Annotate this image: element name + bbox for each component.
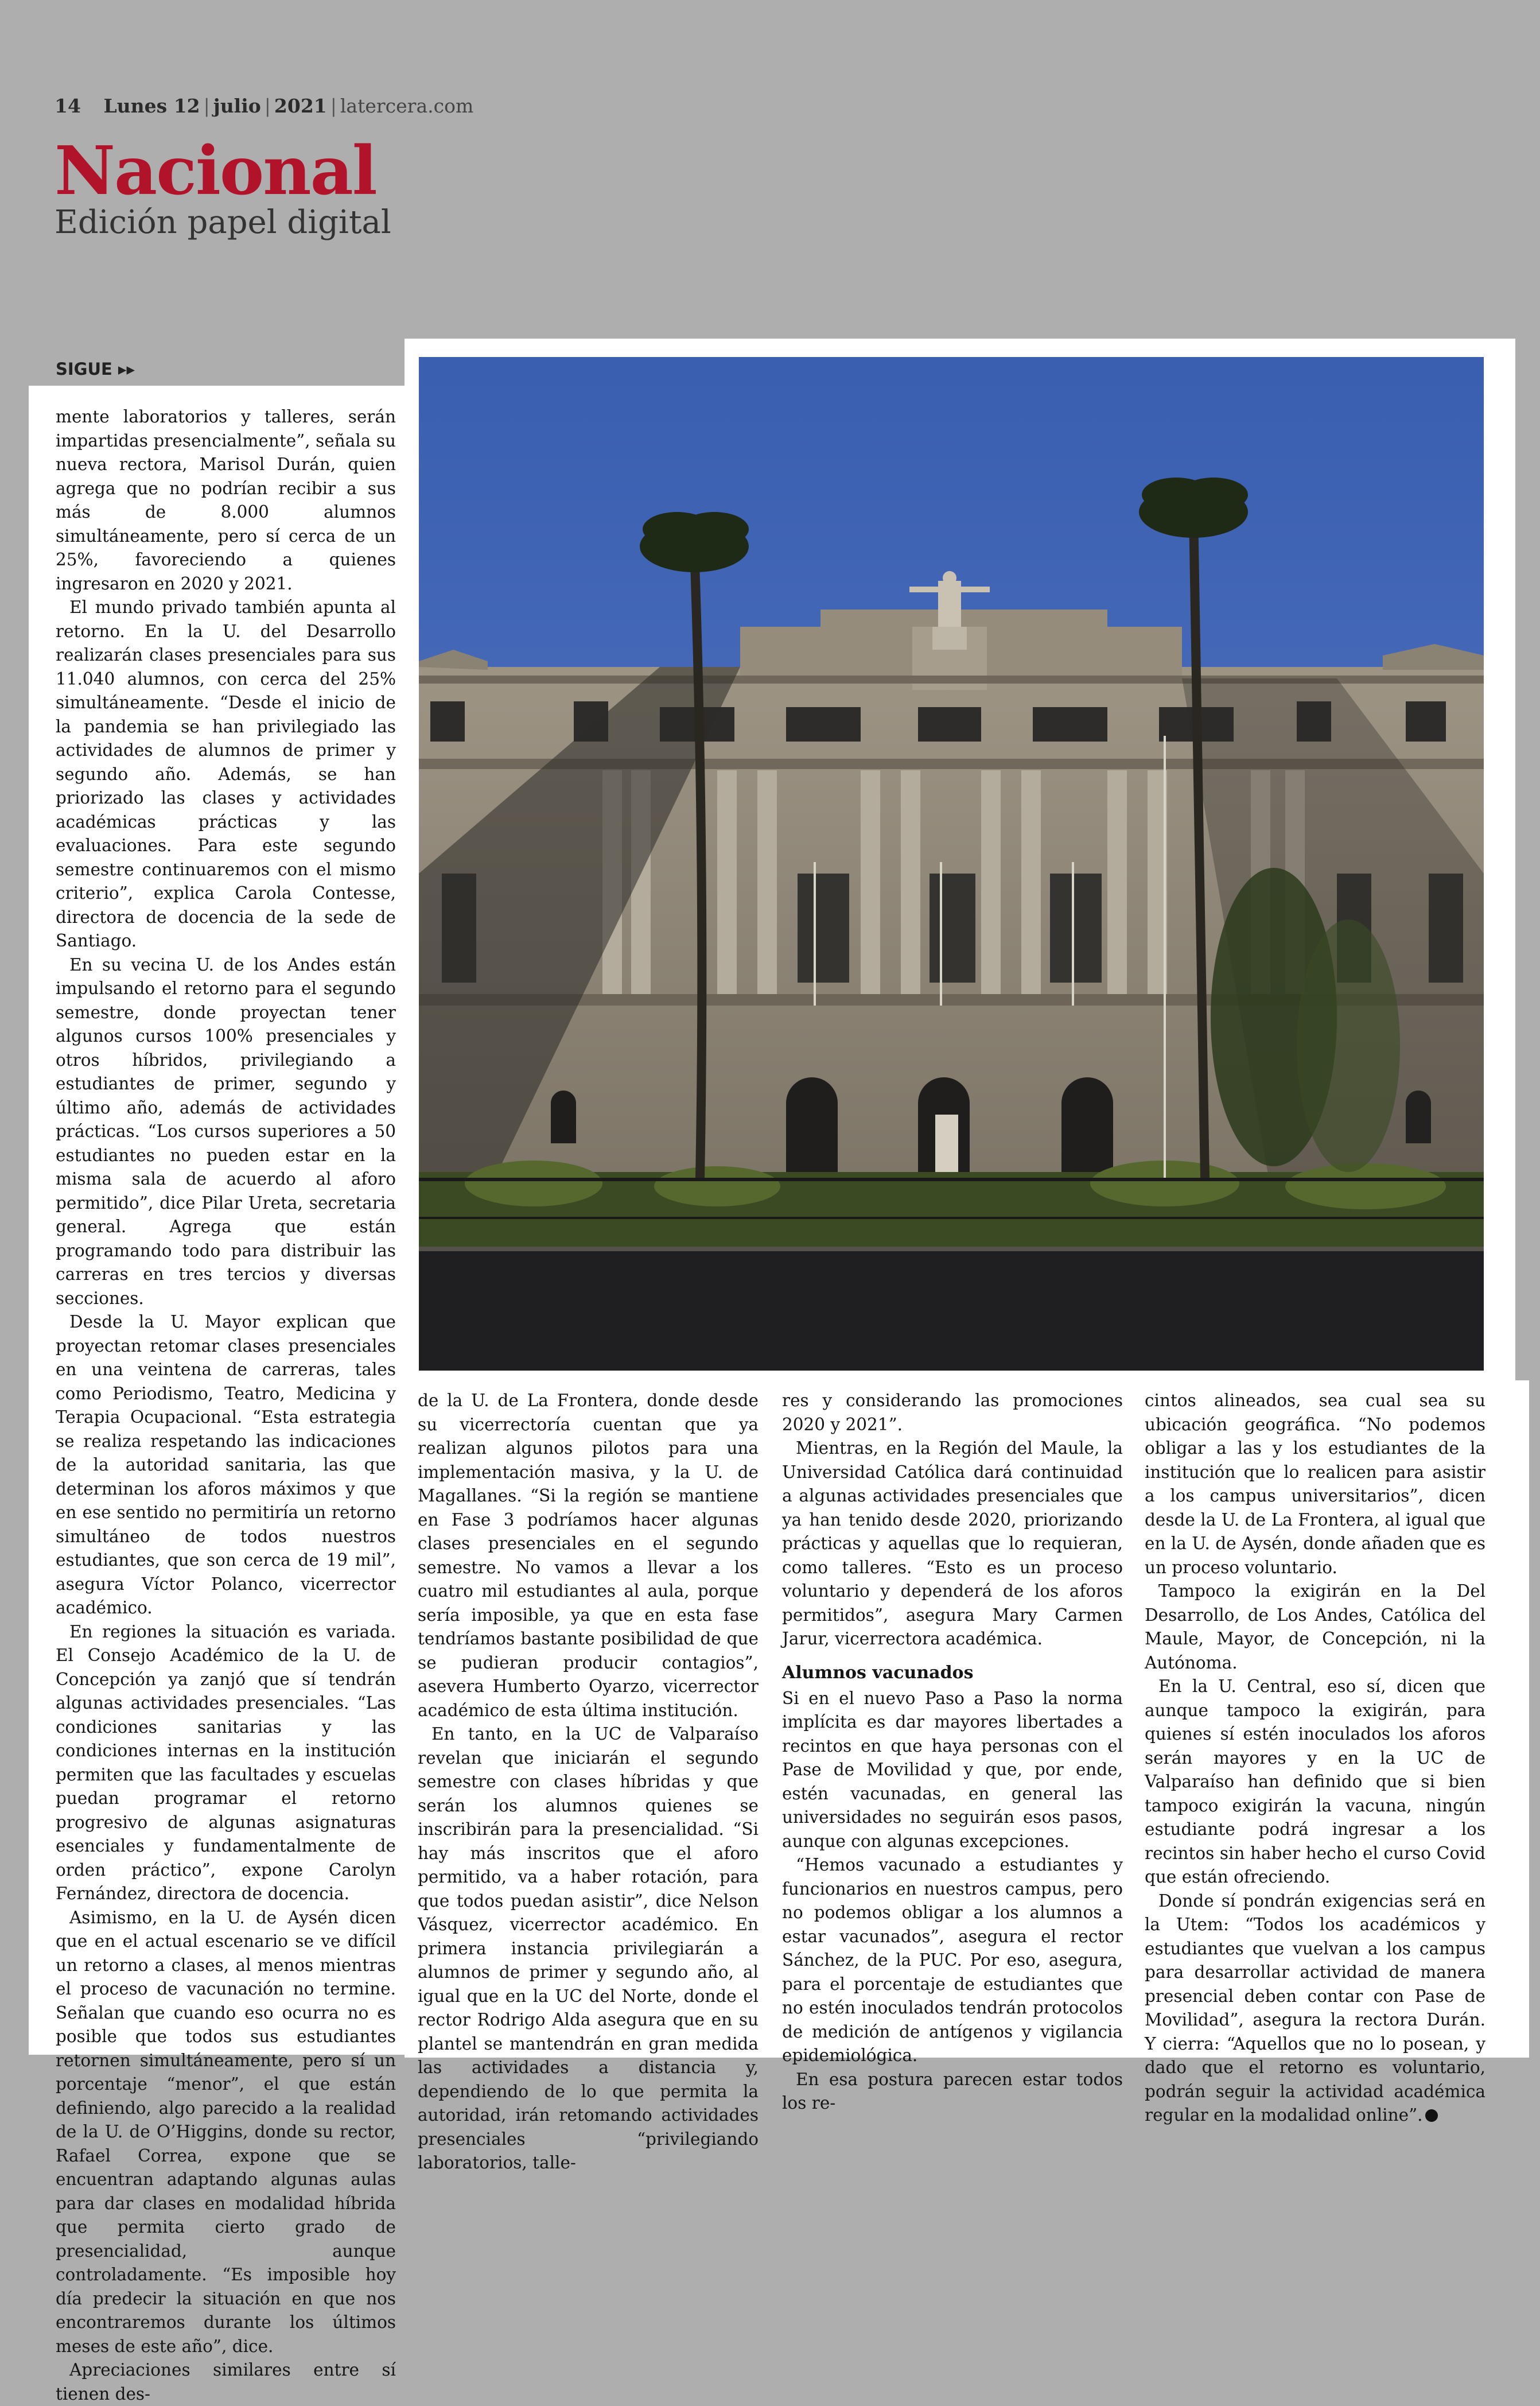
separator: | [330,95,337,117]
paragraph: res y considerando las promociones 2020 y 2021”. [782,1391,1123,1434]
paragraph: Tampoco la exigirán en la Del Desarrollo, de Los Andes, Católica del Maule, Mayor, de Concepción, ni la Autónoma. [1145,1581,1485,1672]
paragraph: El mundo privado también apunta al retorno. En la U. del Desarrollo realizarán clases presenciales para sus 11.040 alumnos, con cerca del 25% simultáneamente. “Desde el inicio de la pandemia se han privilegiado las actividades de alumnos de primer y segundo año. Además, se han priorizado las clases y actividades académicas prácticas y las evaluaciones. Para este segundo semestre continuaremos con el mismo criterio”, explica Carola Contesse, directora de docencia de la sede de Santiago. [56,597,396,950]
issue-month: julio [213,95,261,117]
paragraph: mente laboratorios y talleres, serán impartidas presencialmente”, señala su nueva rectora, Marisol Durán, quien agrega que no podrían recibir a sus más de 8.000 alumnos simultáneamente, pero sí cerca de un 25%, favoreciendo a quienes ingresaron en 2020 y 2021. [56,407,396,593]
paragraph: En regiones la situación es variada. El Consejo Académico de la U. de Concepción ya zanjó que sí tendrán algunas actividades presenciales. “Las condiciones sanitarias y las condiciones internas en la institución permiten que las facultades y escuelas puedan programar el retorno progresivo de algunas asignaturas esenciales y fundamentalmente de orden práctico”, expone Carolyn Fernández, directora de docencia. [56,1621,396,1903]
paragraph: Apreciaciones similares entre sí tienen des- [56,2360,396,2404]
separator: | [264,95,271,117]
section-title: Nacional [55,132,376,210]
page-number: 14 [55,95,81,117]
paragraph: En esa postura parecen estar todos los re- [782,2069,1123,2113]
article-column-3 [782,1389,1123,2116]
paragraph: Asimismo, en la U. de Aysén dicen que en el actual escenario se ve difícil un retorno a clases, al menos mientras el proceso de vacunación no termine. Señalan que cuando eso ocurra no es posible que todos sus estudiantes retornen simultáneamente, pero sí un porcentaje “menor”, el que están definiendo, algo parecido a la realidad de la U. de O’Higgins, donde su rector, Rafael Correa, expone que se encuentran adaptando algunas aulas para dar clases en modalidad híbrida que permita cierto grado de presencialidad, aunque controladamente. “Es imposible hoy día predecir la situación en que nos encontraremos durante los últimos meses de este año”, dice. [56,1907,396,2356]
article-column-1 [56,405,396,2406]
separator: | [203,95,210,117]
site-link[interactable]: latercera.com [340,95,474,117]
paragraph: de la U. de La Frontera, donde desde su vicerrectoría cuentan que ya realizan algunos pilotos para una implementación masiva, y la U. de Magallanes. “Si la región se mantiene en Fase 3 podríamos hacer algunas clases presenciales en el segundo semestre. No vamos a llevar a los cuatro mil estudiantes al aula, porque sería imposible, ya que en esta fase tendríamos bastante posibilidad de que se pudieran producir contagios”, asevera Humberto Oyarzo, vicerrector académico de esta última institución. [418,1391,759,1720]
paragraph: En su vecina U. de los Andes están impulsando el retorno para el segundo semestre, donde proyectan tener algunos cursos 100% presenciales y otros híbridos, privilegiando a estudiantes de primer, segundo y último año, además de actividades prácticas. “Los cursos superiores a 50 estudiantes no pueden estar en la misma sala de acuerdo al aforo permitido”, dice Pilar Ureta, secretaria general. Agrega que están programando todo para distribuir las carreras en tres tercios y diversas secciones. [56,954,396,1308]
issue-year: 2021 [274,95,327,117]
paragraph: cintos alineados, sea cual sea su ubicación geográfica. “No podemos obligar a las y los estudiantes de la institución que lo realicen para asistir a los campus universitarios”, dicen desde la U. de La Frontera, al igual que en la U. de Aysén, donde añaden que es un proceso voluntario. [1145,1391,1485,1577]
paragraph: Mientras, en la Región del Maule, la Universidad Católica dará continuidad a algunas actividades presenciales que ya han tenido desde 2020, priorizando prácticas y aquellas que lo requieran, como talleres. “Esto es un proceso voluntario y dependerá de los aforos permitidos”, asegura Mary Carmen Jarur, vicerrectora académica. [782,1438,1123,1648]
continue-label: SIGUE ▸▸ [56,359,135,379]
issue-day: Lunes 12 [103,95,200,117]
paragraph: “Hemos vacunado a estudiantes y funcionarios en nuestros campus, pero no podemos obligar a los alumnos a estar vacunados”, asegura el rector Sánchez, de la PUC. Por eso, asegura, para el porcentaje de estudiantes que no estén inoculados tendrán protocolos de medición de antígenos y vigilancia epidemiológica. [782,1855,1123,2065]
section-subtitle: Edición papel digital [55,204,391,241]
university-building-photo [419,357,1484,1371]
paragraph [1145,1889,1485,2128]
subheading: Alumnos vacunados [782,1662,974,1683]
paragraph: En la U. Central, eso sí, dicen que aunque tampoco la exigirán, para quienes sí estén inoculados los aforos serán mayores y en la UC de Valparaíso han definido que si bien tampoco exigirán la vacuna, ningún estudiante podrá ingresar a los recintos sin haber hecho el curso Covid que están ofreciendo. [1145,1677,1485,1887]
photo-illustration [419,357,1484,1371]
paragraph: Si en el nuevo Paso a Paso la norma implícita es dar mayores libertades a recintos en que haya personas con el Pase de Movilidad y que, por ende, estén vacunadas, en general las universidades no seguirán esos pasos, aunque con algunas excepciones. [782,1688,1123,1851]
paragraph: En tanto, en la UC de Valparaíso revelan que iniciarán el segundo semestre con clases híbridas y que serán los alumnos quienes se inscribirán para la presencialidad. “Si hay más inscritos que el aforo permitido, va a haber rotación, para que todos puedan asistir”, dice Nelson Vásquez, vicerrector académico. En primera instancia privilegiarán a alumnos de primer y segundo año, al igual que en la UC del Norte, donde el rector Rodrigo Alda asegura que en su plantel se mantendrán en gran medida las actividades a distancia y, dependiendo de lo que permita la autoridad, irán retomando actividades presenciales “privilegiando laboratorios, talle- [418,1724,759,2172]
page-header [55,95,473,117]
paragraph-text: Donde sí pondrán exigencias será en la Utem: “Todos los académicos y estudiantes que vuelvan a los campus para desarrollar actividad de manera presencial deben contar con Pase de Movilidad”, asegura la rectora Durán. Y cierra: “Aquellos que no lo posean, y dado que el retorno es voluntario, podrán seguir la actividad académica regular en la modalidad online”. [1145,1891,1485,2125]
end-mark-icon [1425,2109,1438,2122]
article-column-4 [1145,1389,1485,2128]
paragraph: Desde la U. Mayor explican que proyectan retomar clases presenciales en una veintena de carreras, tales como Periodismo, Teatro, Medicina y Terapia Ocupacional. “Esta estrategia se realiza respetando las indicaciones de la autoridad sanitaria, las que determinan los aforos máximos y que en ese sentido no permitiría un retorno simultáneo de todos nuestros estudiantes, que son cerca de 19 mil”, asegura Víctor Polanco, vicerrector académico. [56,1312,396,1617]
article-column-2 [418,1389,759,2175]
